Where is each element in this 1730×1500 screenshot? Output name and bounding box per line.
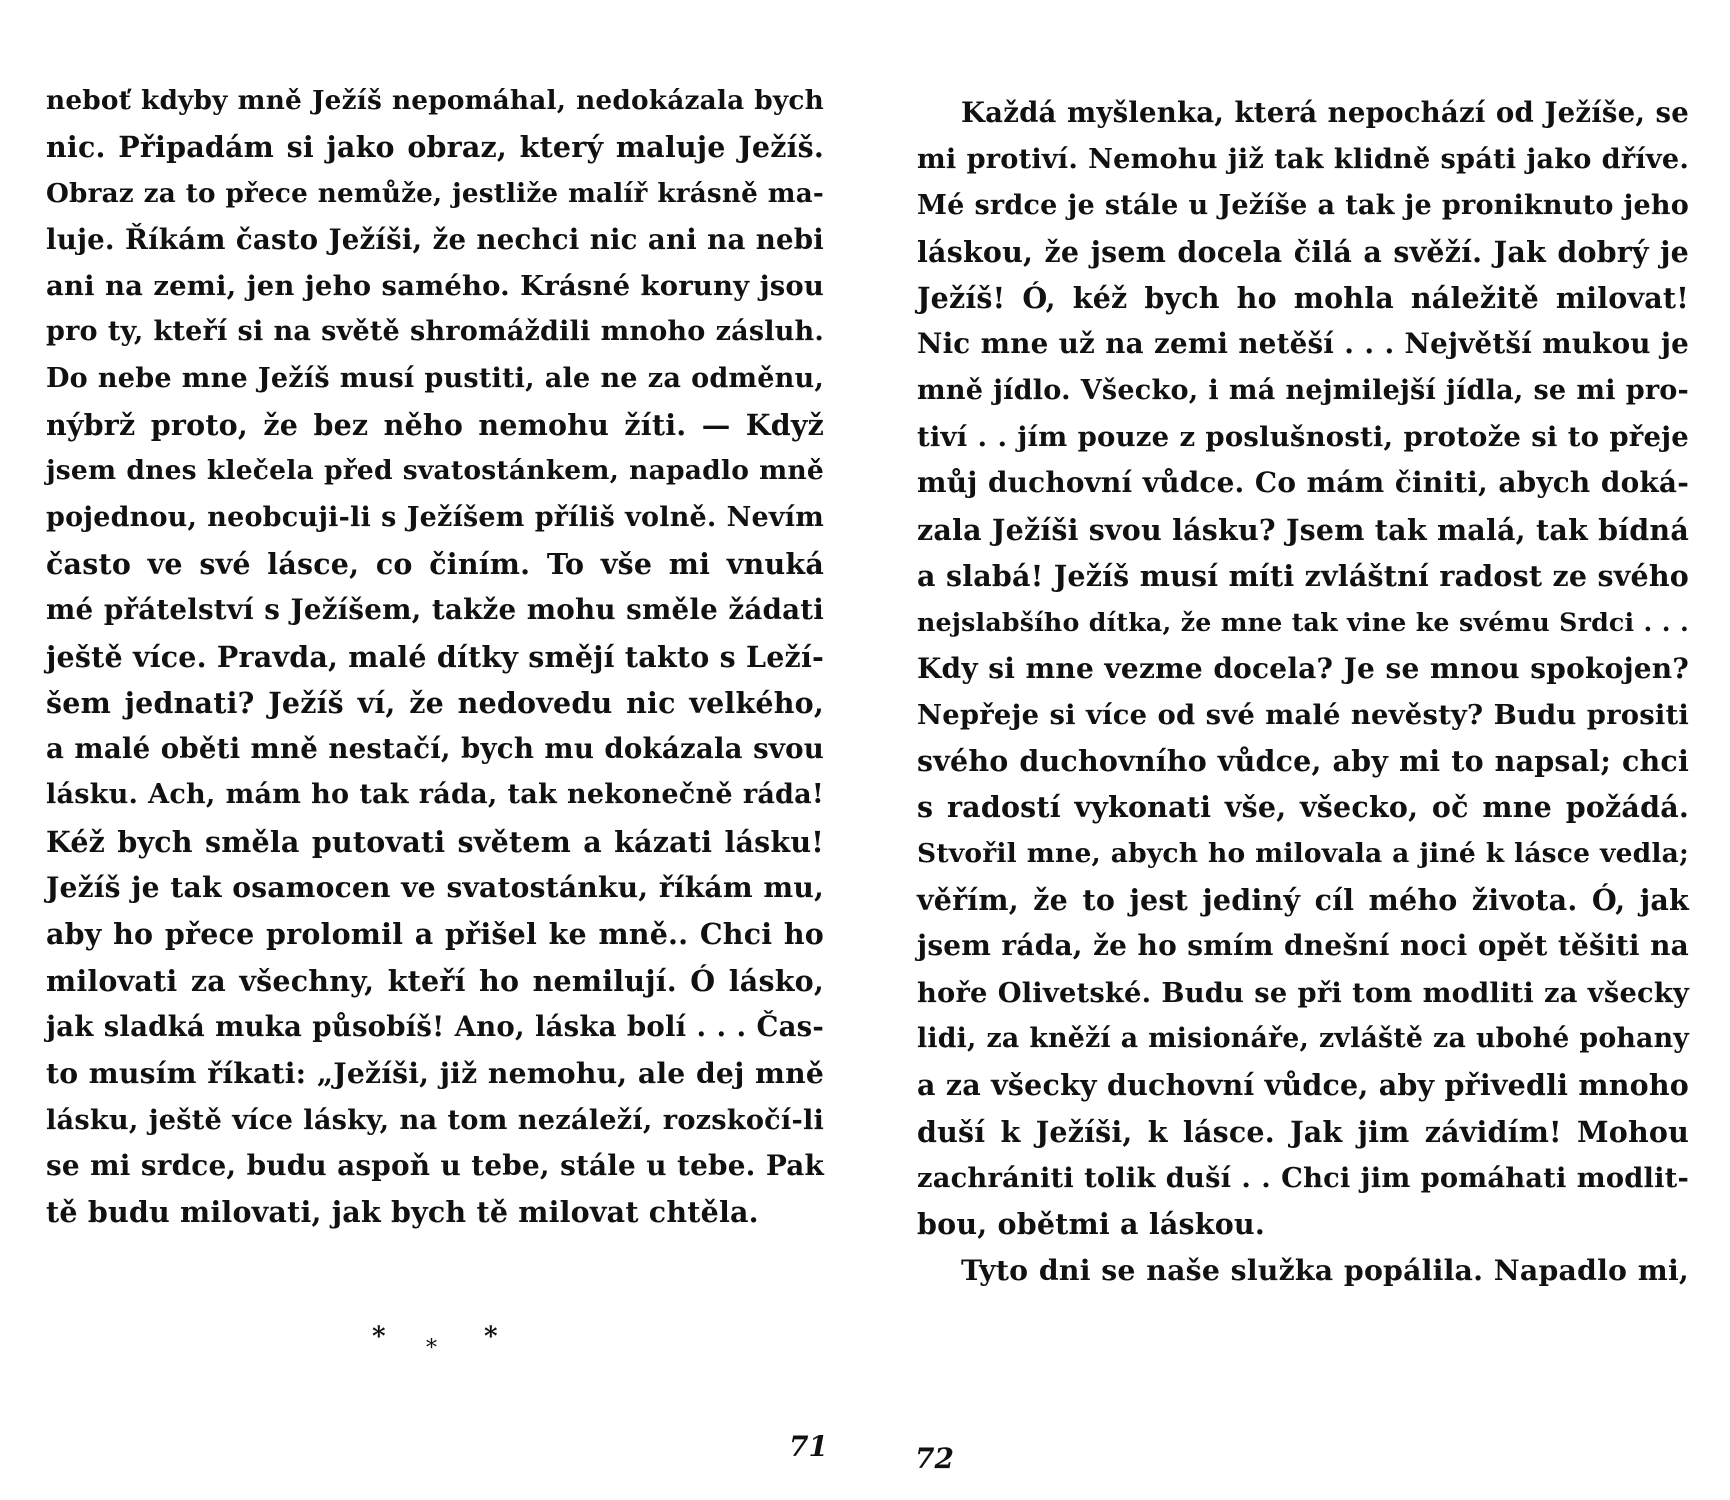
text-line: duší k Ježíši, k lásce. Jak jim závidím! Mohou [917,1114,1689,1149]
text-line: nejslabšího dítka, že mne tak vine ke svému Srdci . . . [917,607,1689,638]
text-line: zachrániti tolik duší . . Chci jim pomáhati modlit- [917,1161,1689,1194]
text-line: Obraz za to přece nemůže, jestliže malíř krásně ma- [46,177,824,209]
text-line: nic. Připadám si jako obraz, který maluje Ježíš. [46,130,824,165]
text-line: Nepřeje si více od své malé nevěsty? Budu prositi [917,698,1689,731]
right-page-text [917,90,1689,1294]
text-line: mi protiví. Nemohu již tak klidně spáti jako dříve. [917,143,1689,176]
text-line: to musím říkati: „Ježíši, již nemohu, ale dej mně [46,1056,824,1091]
separator-asterisk: * [426,1336,437,1361]
text-line: pro ty, kteří si na světě shromáždili mnoho zásluh. [46,316,824,348]
text-line: věřím, že to jest jediný cíl mého života. Ó, jak [917,883,1689,918]
text-line: Nic mne už na zemi netěší . . . Největší mukou je [917,327,1689,361]
text-line: lásku, ještě více lásky, na tom nezáleží, rozskočí-li [46,1103,824,1136]
text-line: s radostí vykonati vše, všecko, oč mne požádá. [917,790,1689,825]
text-line: lásku. Ach, mám ho tak ráda, tak nekonečně ráda! [46,779,824,811]
text-line: můj duchovní vůdce. Co mám činiti, abych doká- [917,466,1689,500]
text-line: Mé srdce je stále u Ježíše a tak je proniknuto jeho [917,189,1689,221]
text-line: jsem dnes klečela před svatostánkem, napadlo mně [46,455,824,487]
text-line: láskou, že jsem docela čilá a svěží. Jak dobrý je [917,234,1689,269]
section-separator [372,1322,512,1362]
text-line: luje. Říkám často Ježíši, že nechci nic ani na nebi [46,222,824,256]
separator-asterisk: * [372,1322,386,1352]
text-line: hoře Olivetské. Budu se při tom modliti za všecky [917,976,1689,1009]
text-line: Tyto dni se naše služka popálila. Napadlo mi, [961,1253,1689,1288]
page-number: 72 [915,1442,954,1475]
text-line: tě budu milovati, jak bych tě milovat chtěla. [46,1195,759,1230]
text-line: svého duchovního vůdce, aby mi to napsal; chci [917,744,1689,779]
text-line: Stvořil mne, abych ho milovala a jiné k lásce vedla; [917,837,1689,869]
text-line: Kdy si mne vezme docela? Je se mnou spokojen? [917,651,1689,685]
text-line: Ježíš! Ó, kéž bych ho mohla náležitě milovat! [917,281,1689,316]
text-line: a malé oběti mně nestačí, bych mu dokázala svou [46,732,824,766]
text-line: mé přátelství s Ježíšem, takže mohu směle žádati [46,593,824,627]
text-line: ani na zemi, jen jeho samého. Krásné koruny jsou [46,270,824,303]
text-line: a za všecky duchovní vůdce, aby přivedli mnoho [917,1068,1689,1103]
text-line: Do nebe mne Ježíš musí pustiti, ale ne za odměnu, [46,362,824,394]
separator-asterisk: * [484,1322,498,1352]
text-line: jak sladká muka působíš! Ano, láska bolí . . . Čas- [46,1010,824,1043]
text-line: ještě více. Pravda, malé dítky smějí takto s Leží- [46,639,824,674]
text-line: zala Ježíši svou lásku? Jsem tak malá, tak bídná [917,512,1689,547]
text-line: nýbrž proto, že bez něho nemohu žíti. — Když [46,408,824,443]
text-line: Každá myšlenka, která nepochází od Ježíše, se [961,96,1689,129]
text-line: aby ho přece prolomil a přišel ke mně.. Chci ho [46,917,824,952]
text-line: šem jednati? Ježíš ví, že nedovedu nic velkého, [46,685,824,720]
text-line: pojednou, neobcuji-li s Ježíšem příliš volně. Nevím [46,501,824,533]
text-line: bou, obětmi a láskou. [917,1207,1265,1242]
right-page [865,0,1730,1500]
text-line: neboť kdyby mně Ježíš nepomáhal, nedokázala bych [46,85,824,116]
text-line: Ježíš je tak osamocen ve svatostánku, říkám mu, [46,871,824,905]
text-line: jsem ráda, že ho smím dnešní noci opět těšiti na [917,929,1689,963]
text-line: mně jídlo. Všecko, i má nejmilejší jídla, se mi pro- [917,374,1689,406]
text-line: lidi, za kněží a misionáře, zvláště za ubohé pohany [917,1022,1689,1054]
text-line: tiví . . jím pouze z poslušnosti, protože si to přeje [917,421,1689,454]
text-line: často ve své lásce, co činím. To vše mi vnuká [46,546,824,581]
text-line: Kéž bych směla putovati světem a kázati lásku! [46,824,824,859]
text-line: a slabá! Ježíš musí míti zvláštní radost ze svého [917,558,1689,593]
text-line: se mi srdce, budu aspoň u tebe, stále u tebe. Pak [46,1148,824,1182]
left-page-text [46,78,824,1235]
page-number: 71 [789,1430,828,1463]
text-line: milovati za všechny, kteří ho nemilují. Ó lásko, [46,963,824,998]
